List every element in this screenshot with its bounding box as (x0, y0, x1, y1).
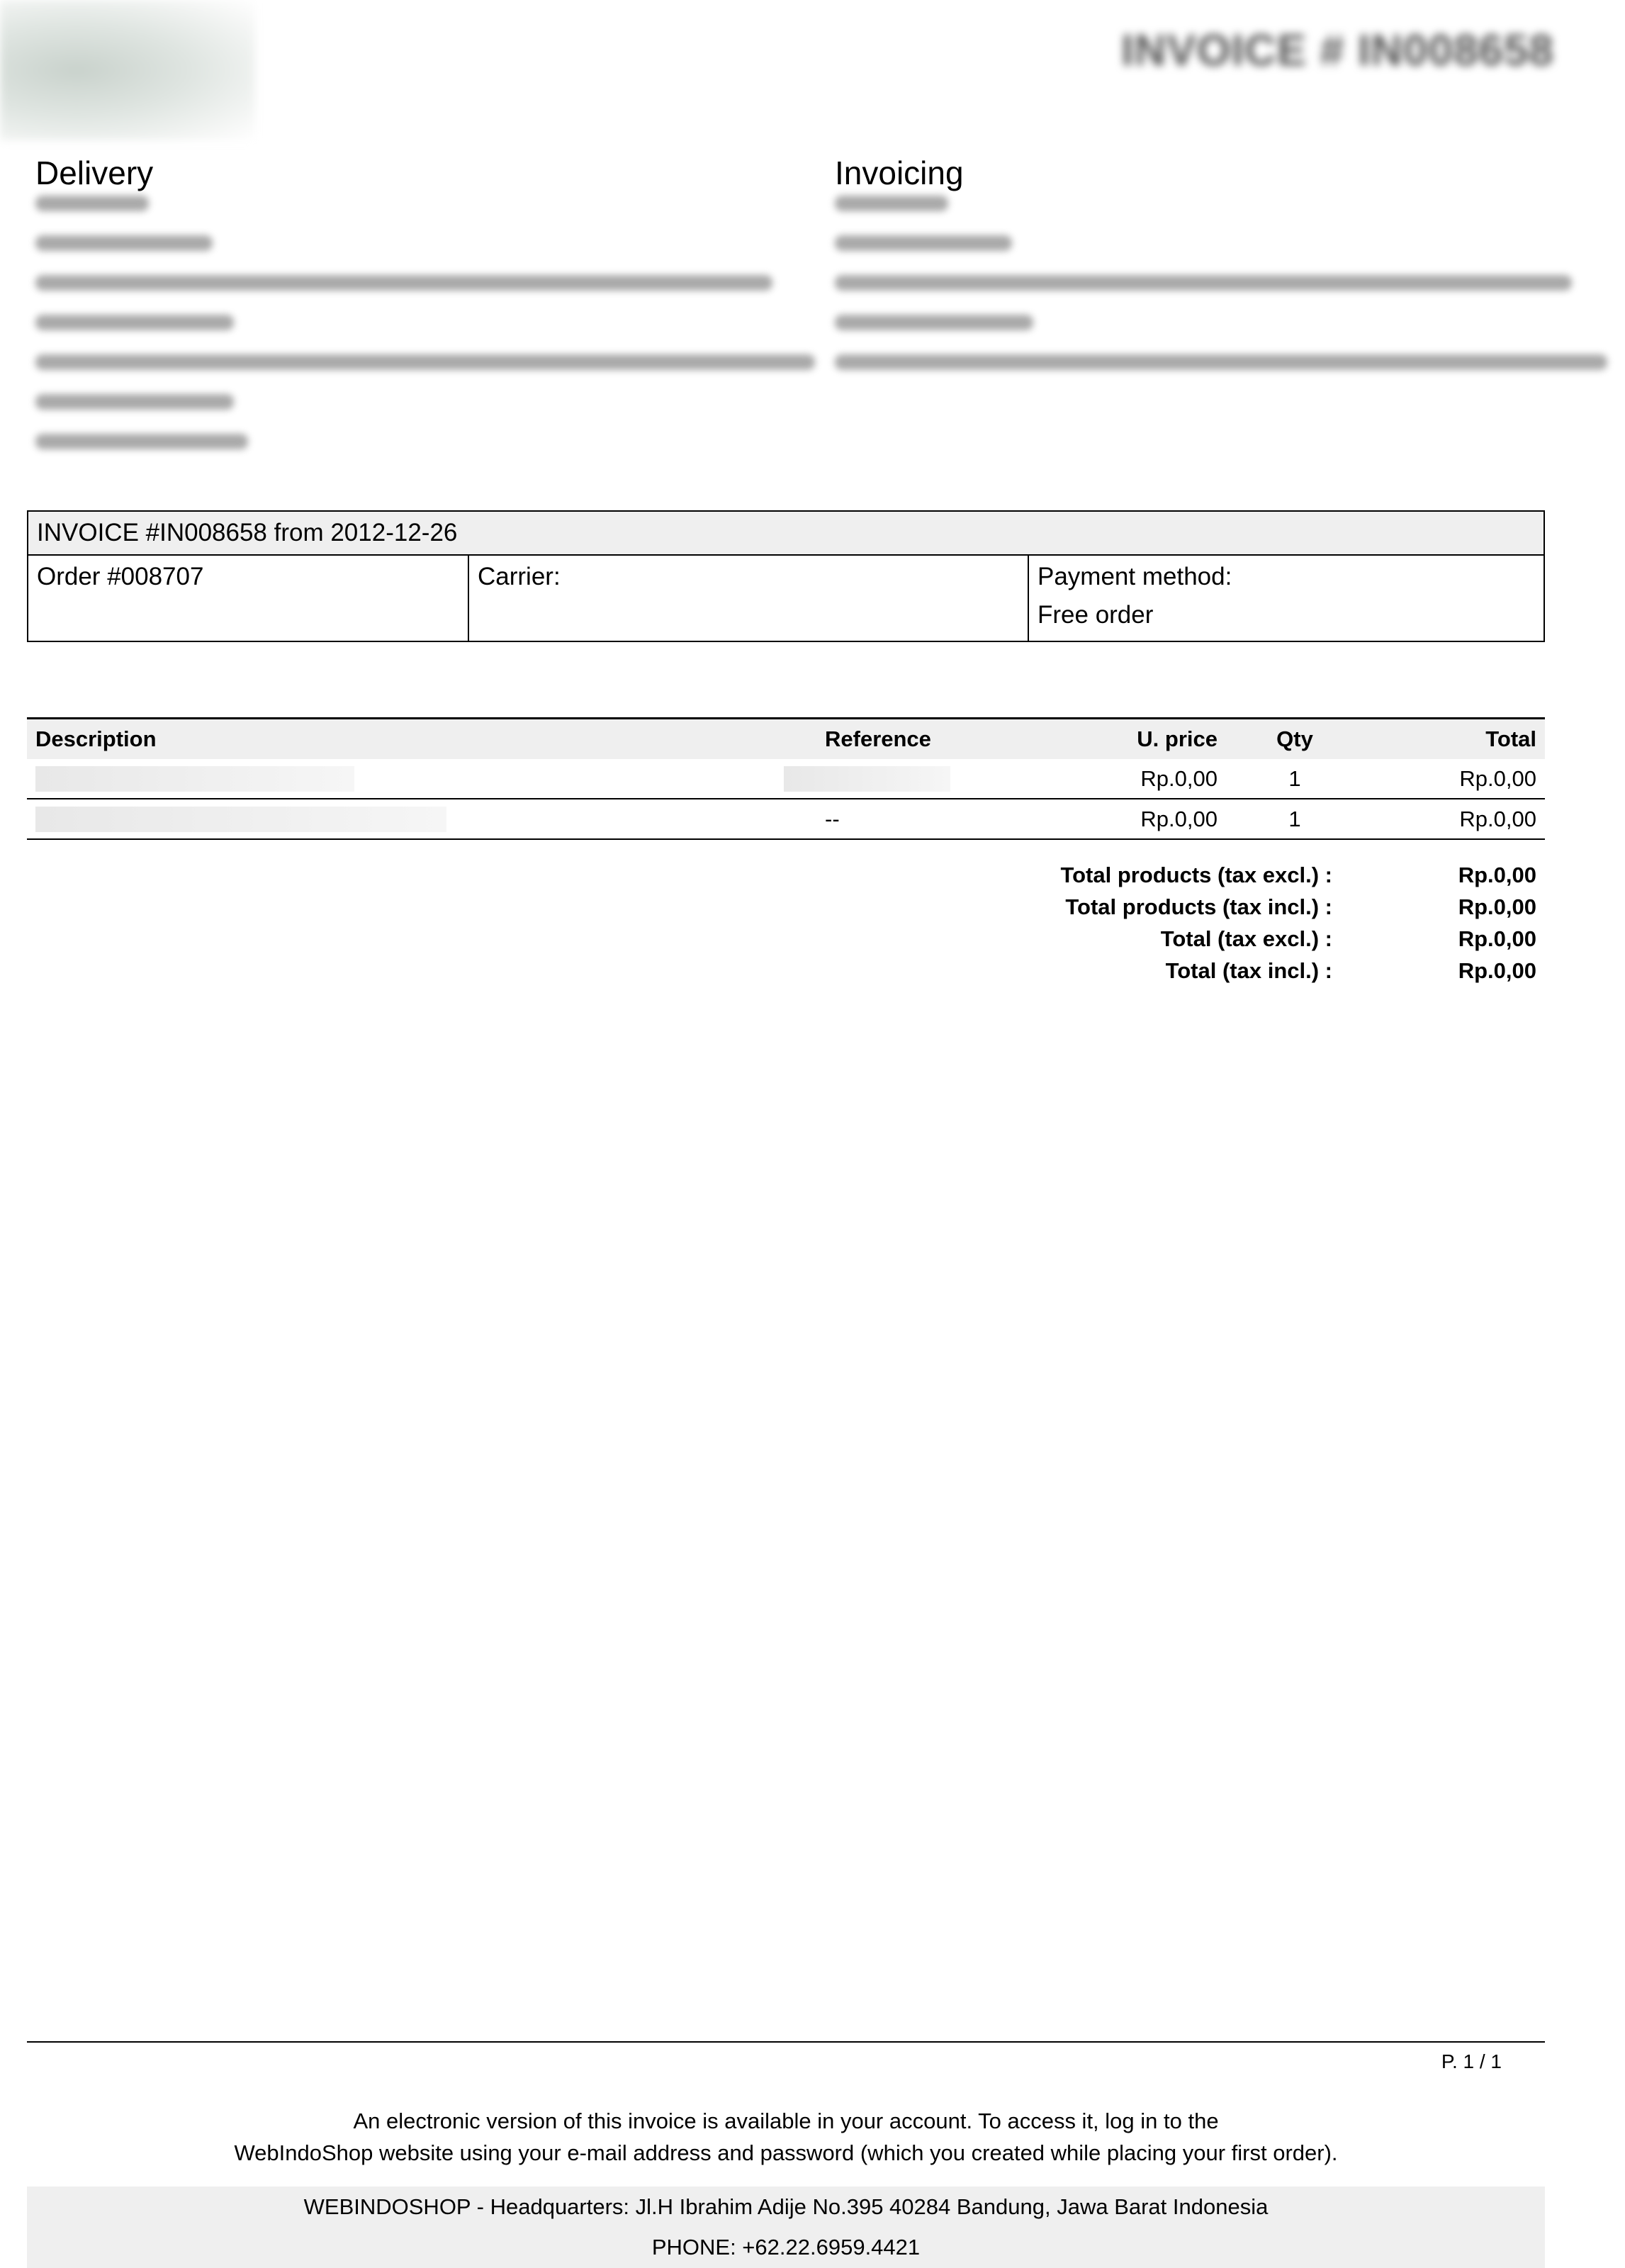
redacted-line (835, 354, 1607, 370)
items-header-row (27, 719, 1545, 760)
total-value: Rp.0,00 (1458, 894, 1536, 919)
redacted-line (35, 354, 815, 370)
total-label: Total products (tax excl.) : (1060, 863, 1332, 887)
footer-divider (27, 2041, 1545, 2043)
redacted-line (835, 315, 1033, 330)
item-qty: 1 (1226, 799, 1363, 839)
delivery-heading: Delivery (35, 155, 154, 191)
table-row (27, 799, 1545, 839)
total-label: Total (tax incl.) : (1165, 958, 1332, 983)
carrier-label: Carrier: (468, 555, 1028, 641)
table-row (27, 759, 1545, 799)
item-description-redacted (27, 799, 816, 839)
payment-method (1028, 555, 1544, 641)
item-total: Rp.0,00 (1363, 799, 1545, 839)
total-row (921, 891, 1545, 923)
page-number: P. 1 / 1 (1441, 2050, 1502, 2072)
delivery-address (35, 150, 815, 473)
company-logo (0, 0, 255, 140)
company-phone: PHONE: +62.22.6959.4421 (651, 2235, 921, 2259)
total-row (921, 859, 1545, 891)
item-reference: -- (816, 799, 1011, 839)
redacted-line (835, 196, 948, 211)
total-value: Rp.0,00 (1458, 958, 1536, 983)
total-value: Rp.0,00 (1458, 863, 1536, 887)
company-address: WEBINDOSHOP - Headquarters: Jl.H Ibrahim Adije No.395 40284 Bandung, Jawa Barat Indonesia (303, 2194, 1269, 2219)
item-qty: 1 (1226, 759, 1363, 799)
item-total: Rp.0,00 (1363, 759, 1545, 799)
redacted-line (35, 235, 213, 251)
footer-note-line: WebIndoShop website using your e-mail address and password (which you created while placing your first order). (234, 2140, 1338, 2165)
invoice-meta-table (27, 510, 1545, 642)
invoice-title: INVOICE # IN008658 (1121, 26, 1554, 75)
payment-method-value: Free order (1038, 601, 1154, 629)
redacted-line (35, 275, 772, 291)
col-unit-price: U. price (1137, 726, 1218, 751)
item-description-redacted (27, 759, 816, 799)
redacted-line (35, 196, 149, 211)
invoicing-heading: Invoicing (835, 155, 964, 191)
redacted-line (835, 275, 1572, 291)
company-footer (27, 2186, 1545, 2268)
col-qty: Qty (1276, 726, 1313, 751)
payment-method-label: Payment method: (1038, 563, 1232, 590)
footer-note (27, 2105, 1545, 2169)
footer-note-line: An electronic version of this invoice is available in your account. To access it, log in to the (353, 2109, 1219, 2133)
total-value: Rp.0,00 (1458, 926, 1536, 951)
total-label: Total products (tax incl.) : (1065, 894, 1332, 919)
redacted-line (835, 235, 1012, 251)
redacted-line (35, 315, 234, 330)
item-unit-price: Rp.0,00 (1011, 759, 1226, 799)
invoice-line: INVOICE #IN008658 from 2012-12-26 (28, 511, 1544, 555)
item-unit-price: Rp.0,00 (1011, 799, 1226, 839)
total-row (921, 923, 1545, 955)
totals-summary (921, 859, 1545, 987)
order-number: Order #008707 (28, 555, 468, 641)
col-reference: Reference (825, 726, 931, 751)
total-row (921, 955, 1545, 987)
col-description: Description (35, 726, 157, 751)
col-total: Total (1485, 726, 1536, 751)
item-reference-redacted (816, 759, 1011, 799)
redacted-line (35, 434, 248, 449)
redacted-line (35, 394, 234, 410)
total-label: Total (tax excl.) : (1160, 926, 1332, 951)
items-table (27, 717, 1545, 840)
invoicing-address (835, 150, 1614, 394)
